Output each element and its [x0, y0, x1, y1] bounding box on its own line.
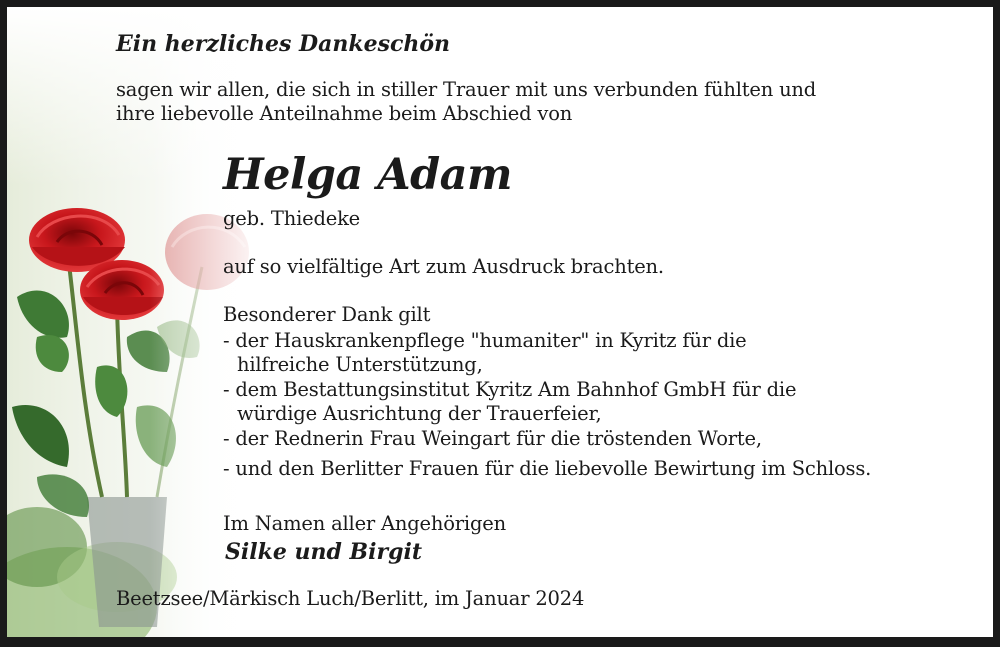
- birth-name: geb. Thiedeke: [223, 207, 361, 230]
- notice-heading: Ein herzliches Dankeschön: [116, 31, 451, 57]
- intro-line-1: sagen wir allen, die sich in stiller Trauer mit uns verbunden fühlten und: [116, 78, 817, 101]
- thanks-item-line: - der Hauskrankenpflege "humaniter" in Kyritz für die: [223, 329, 747, 352]
- thanks-item-line: würdige Ausrichtung der Trauerfeier,: [237, 402, 602, 425]
- thanks-item-line: hilfreiche Unterstützung,: [237, 353, 483, 376]
- place-date: Beetzsee/Märkisch Luch/Berlitt, im Januar 2024: [116, 587, 585, 610]
- thanks-item-line: - dem Bestattungsinstitut Kyritz Am Bahnhof GmbH für die: [223, 378, 797, 401]
- deceased-name: Helga Adam: [223, 150, 513, 200]
- thanks-heading: Besonderer Dank gilt: [223, 303, 431, 326]
- intro-line-2: ihre liebevolle Anteilnahme beim Abschied von: [116, 102, 573, 125]
- expression-line: auf so vielfältige Art zum Ausdruck brachten.: [223, 255, 664, 278]
- closing-line: Im Namen aller Angehörigen: [223, 512, 506, 535]
- thanks-item-line: - und den Berlitter Frauen für die liebevolle Bewirtung im Schloss.: [223, 457, 872, 480]
- signature: Silke und Birgit: [225, 539, 422, 565]
- thanks-item-line: - der Rednerin Frau Weingart für die tröstenden Worte,: [223, 427, 762, 450]
